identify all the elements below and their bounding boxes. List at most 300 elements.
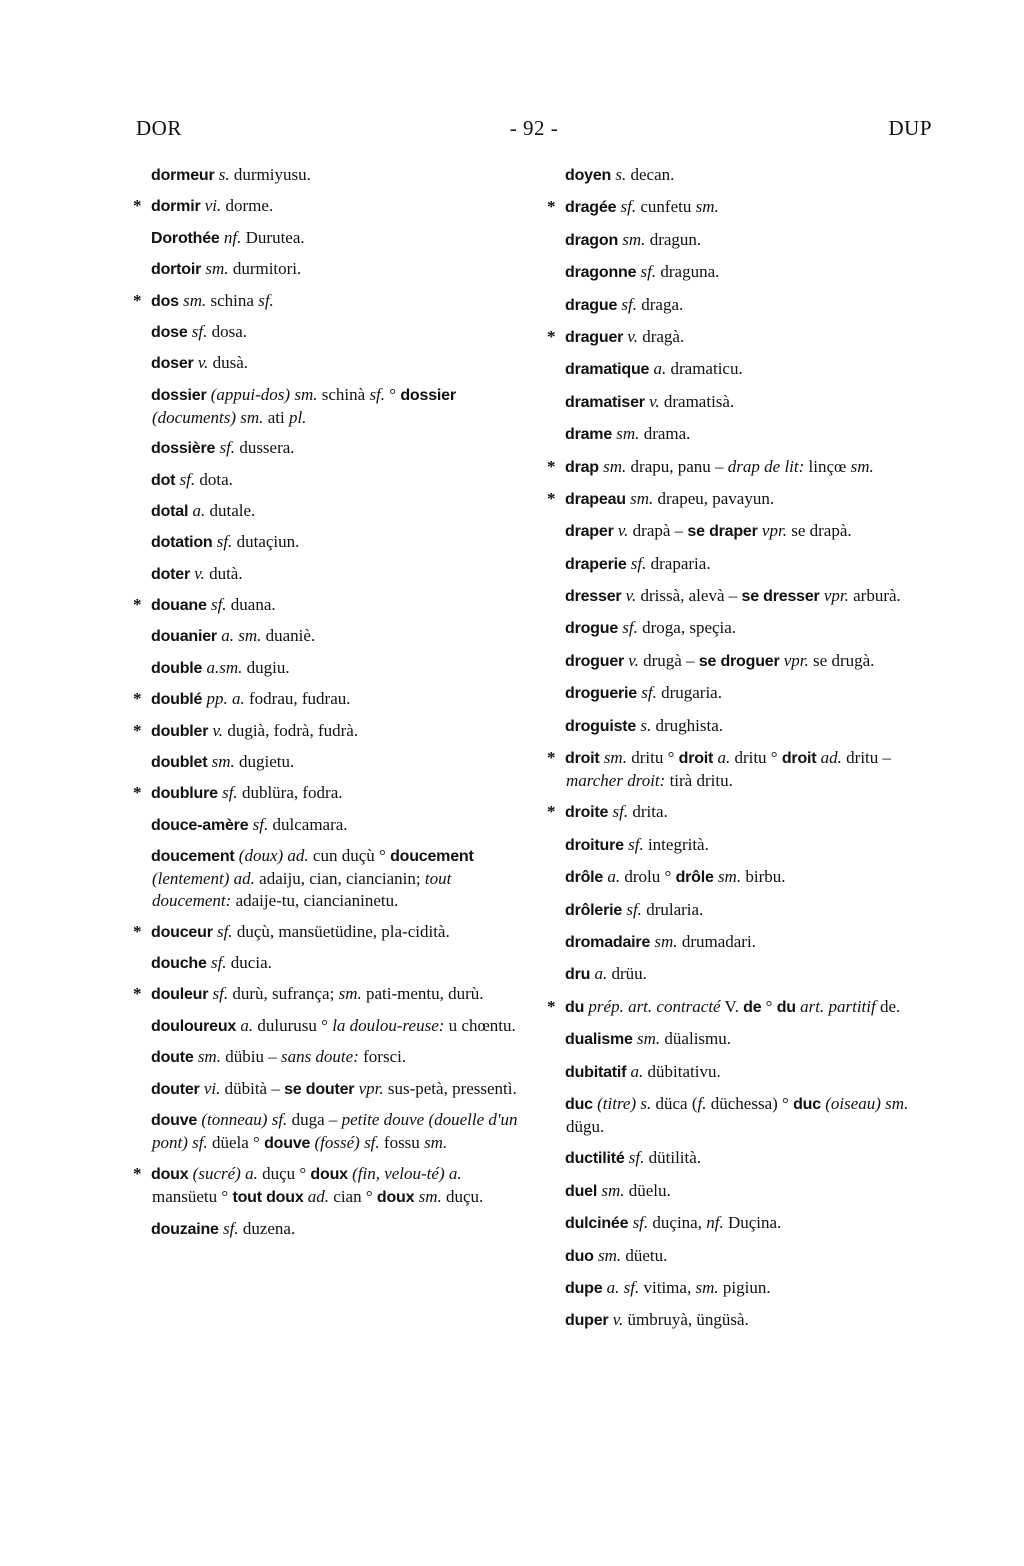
dictionary-entry [548,650,932,673]
grammar-label: vpr. [823,586,849,606]
translation-text: V. [720,996,744,1016]
dictionary-entry [548,899,932,922]
headword: dormir [151,198,201,216]
translation-text: Duçina. [723,1213,782,1233]
translation-text: Durutea. [241,227,305,247]
translation-text: dutaçiun. [232,532,300,552]
headword: drapeau [565,490,626,508]
headword: doter [151,565,191,583]
asterisk-marker: * [133,984,142,1004]
translation-text: ° [761,996,777,1016]
example-phrase: prép. art. contracté [588,996,721,1016]
grammar-label: sf. [210,952,227,972]
translation-text: drita. [628,802,668,822]
grammar-label: sm. [622,229,646,249]
translation-text: forsci. [358,1047,407,1067]
grammar-label: v. [617,521,629,541]
headword: droiture [565,836,624,854]
headword: douceur [151,923,213,941]
dictionary-entry [134,531,518,554]
grammar-label: a. [448,1164,462,1184]
example-phrase: (sucré) [192,1164,241,1184]
grammar-label: sm. [197,1047,221,1067]
translation-text: dulurusu ° [253,1015,333,1035]
grammar-label: vpr. [761,521,787,541]
dictionary-entry [548,866,932,889]
dictionary-entry [548,931,932,954]
translation-text: dritu ° [626,748,679,768]
translation-text: mansüetu ° [152,1187,233,1207]
headword: dot [151,471,176,489]
grammar-label: sm. [597,1245,622,1265]
grammar-label: ad. [233,869,255,889]
headword: tout doux [232,1189,304,1207]
headword: dose [151,323,188,341]
headword: douche [151,954,207,972]
headword: duper [565,1312,609,1330]
headword: doublure [151,785,218,803]
headword: draperie [565,555,627,573]
example-phrase: sans doute: [280,1047,359,1067]
dictionary-entry [548,1028,932,1051]
headword: doute [151,1049,194,1067]
translation-text: düelu. [624,1180,671,1200]
translation-text: düca ( [651,1093,698,1113]
example-phrase: (tonneau) [201,1109,268,1129]
translation-text: drapeu, pavayun. [653,488,775,508]
headword: ductilité [565,1150,625,1168]
headword: dossière [151,440,216,458]
grammar-label: a. [245,1164,258,1184]
translation-text: dugià, fodrà, fudrà. [223,720,359,740]
grammar-label: sm. [294,384,318,404]
asterisk-marker: * [133,595,142,615]
grammar-label: sf. [192,1132,208,1152]
headword: douve [264,1134,311,1152]
translation-text: dusà. [208,353,249,373]
translation-text: draparia. [646,553,711,573]
grammar-label: f. [697,1093,707,1113]
headword: douane [151,597,207,615]
grammar-label: ad. [307,1187,330,1207]
headword: drame [565,426,613,444]
headword: drôle [565,869,604,887]
translation-text: cunfetu [636,197,696,217]
dictionary-entry [548,1093,932,1138]
translation-text: droga, speçia. [637,618,737,638]
translation-text: dügu. [566,1116,605,1136]
translation-text: dritu ° [730,748,782,768]
translation-text: dugiu. [242,657,290,677]
asterisk-marker: * [133,689,142,709]
dictionary-entry [548,1147,932,1170]
asterisk-marker: * [133,290,142,310]
translation-text: duçù, mansüetüdine, pla-cidità. [232,921,450,941]
dictionary-entry [134,195,518,218]
grammar-label: sf. [630,553,647,573]
headword: douloureux [151,1017,237,1035]
translation-text: dübitativu. [643,1061,721,1081]
headword: drague [565,296,618,314]
translation-text: pigiun. [718,1277,771,1297]
translation-text: linçœ [804,456,851,476]
translation-text: dutale. [205,500,256,520]
dictionary-entry [134,751,518,774]
grammar-label: ad. [820,748,842,768]
translation-text: duga – [287,1109,342,1129]
grammar-label: sf. [191,321,208,341]
headword: doubler [151,722,209,740]
headword: droguiste [565,717,637,735]
grammar-label: sm. [637,1029,661,1049]
translation-text: ducia. [226,952,272,972]
dictionary-entry [548,294,932,317]
dictionary-entry [134,845,518,912]
dictionary-entry [548,747,932,792]
translation-text: schinà [317,384,370,404]
dictionary-entry [134,1078,518,1101]
dictionary-entry [134,1109,518,1155]
dictionary-entry [548,1212,932,1235]
dictionary-entry [548,715,932,738]
grammar-label: vi. [204,196,222,216]
grammar-label: s. [640,1093,652,1113]
dictionary-entry [548,164,932,187]
dictionary-entry [134,384,518,429]
grammar-label: sm. [424,1132,448,1152]
grammar-label: sm. [695,197,719,217]
dictionary-entry [548,682,932,705]
headword: dubitatif [565,1063,627,1081]
example-phrase: (fin, velou-té) [352,1164,445,1184]
dictionary-entry [548,963,932,986]
dictionary-entry [548,1180,932,1203]
translation-text: düchessa) ° [706,1093,794,1113]
translation-text: birbu. [741,867,786,887]
grammar-label: a. [240,1015,254,1035]
page-header [136,116,932,148]
headword: doublet [151,754,208,772]
dictionary-entry [134,983,518,1006]
headword: double [151,659,203,677]
headword: douanier [151,628,217,646]
translation-text: tirà dritu. [665,771,733,791]
grammar-label: sm. [695,1277,719,1297]
translation-text: duaniè. [261,626,316,646]
grammar-label: sm. [240,407,264,427]
headword: drogue [565,620,619,638]
translation-text: dragun. [645,229,702,249]
grammar-label: ad. [287,846,309,866]
headword: dossier [400,386,456,404]
dictionary-entry [548,488,932,511]
headword: doucement [390,848,474,866]
asterisk-marker: * [547,996,556,1016]
grammar-label: sf. [219,438,236,458]
grammar-label: sf. [364,1132,380,1152]
example-phrase: (appui-dos) [210,384,291,404]
page-number: - 92 - [509,116,559,140]
grammar-label: a. [192,500,206,520]
headword: se douter [284,1080,355,1098]
dictionary-entry [134,321,518,344]
translation-text: drama. [639,424,691,444]
translation-text: draguna. [656,262,720,282]
grammar-label: sf. [621,294,637,314]
translation-text: drissà, alevà – [636,586,742,606]
grammar-label: sf. [223,1218,239,1238]
dictionary-entry [548,834,932,857]
asterisk-marker: * [547,456,556,476]
translation-text: duçina, [648,1213,707,1233]
left-column [134,164,518,1249]
translation-text: düela ° [207,1132,265,1152]
translation-text: dussera. [235,438,295,458]
grammar-label: v. [628,650,639,670]
translation-text: adaije-tu, ciancianinetu. [231,891,399,911]
dictionary-entry [134,1218,518,1241]
grammar-label: sm. [850,456,874,476]
translation-text: dutà. [204,563,243,583]
translation-text: vitima, [639,1277,696,1297]
headword: dotal [151,502,189,520]
translation-text: drughista. [651,715,723,735]
translation-text: duana. [226,595,276,615]
grammar-label: vi. [203,1078,221,1098]
dictionary-entry [134,563,518,586]
grammar-label: pp. a. [206,689,245,709]
translation-text: dritu – [841,748,892,768]
translation-text: ümbruyà, üngüsà. [623,1310,749,1330]
asterisk-marker: * [547,802,556,822]
dictionary-entry [548,520,932,543]
translation-text: dulcamara. [268,814,348,834]
translation-text: cian ° [329,1187,377,1207]
translation-text: dramaticu. [666,359,743,379]
dictionary-entry [134,469,518,492]
translation-text: se drapà. [786,521,852,541]
translation-text: düetu. [621,1245,668,1265]
grammar-label: sf. [640,262,657,282]
grammar-label: nf. [706,1213,724,1233]
translation-text: drumadari. [677,931,756,951]
asterisk-marker: * [547,748,556,768]
example-phrase: tout doucement: [152,869,452,911]
headword: du [776,998,796,1016]
dictionary-entry [548,391,932,414]
example-phrase: drap de lit: [727,456,805,476]
example-phrase: la doulou-reuse: [332,1015,445,1035]
translation-text: dublüra, fodra. [237,783,343,803]
example-phrase: (doux) [238,846,284,866]
asterisk-marker: * [133,720,142,740]
grammar-label: sm. [205,259,229,279]
translation-text: düalismu. [660,1029,732,1049]
grammar-label: v. [212,720,224,740]
header-left-guide-word: DOR [136,116,182,140]
translation-text: durmiyusu. [229,165,311,184]
dictionary-entry [548,1309,932,1332]
dictionary-entry [548,801,932,824]
grammar-label: vpr. [358,1078,384,1098]
asterisk-marker: * [133,921,142,941]
asterisk-marker: * [133,1164,142,1184]
grammar-label: sm. [601,1180,625,1200]
translation-text: dübità – [220,1078,285,1098]
grammar-label: a. [607,867,621,887]
grammar-label: nf. [223,227,242,247]
example-phrase: (lentement) [152,869,230,889]
headword: dru [565,966,591,984]
headword: doser [151,355,194,373]
grammar-label: sm. [603,456,627,476]
translation-text: se drugà. [808,650,875,670]
headword: droguer [565,652,625,670]
translation-text: drolu ° [620,867,676,887]
headword: se dresser [741,588,820,606]
dictionary-entry [134,921,518,944]
translation-text: dugietu. [234,752,295,772]
headword: dualisme [565,1031,633,1049]
headword: dos [151,292,179,310]
headword: dossier [151,386,207,404]
translation-text: dramatisà. [659,391,735,411]
headword: dragon [565,231,619,249]
translation-text: u chœntu. [444,1015,516,1035]
translation-text: decan. [626,165,675,184]
dictionary-entry [134,164,518,187]
translation-text: schina [206,290,259,310]
headword: doux [151,1166,189,1184]
dictionary-entry [134,688,518,711]
dictionary-entry [134,352,518,375]
headword: doux [310,1166,348,1184]
headword: droit [781,750,817,768]
grammar-label: v. [649,391,660,411]
translation-text: dorme. [221,196,274,216]
headword: douce-amère [151,816,249,834]
grammar-label: sf. [632,1213,649,1233]
headword: du [565,998,585,1016]
asterisk-marker: * [133,196,142,216]
dictionary-entry [548,1277,932,1300]
dictionary-entry [548,261,932,284]
headword: de [743,998,762,1016]
grammar-label: s. [615,165,627,184]
headword: duc [565,1095,593,1113]
grammar-label: a. [594,964,608,984]
dictionary-entry [134,1015,518,1038]
headword: droguerie [565,685,637,703]
headword: Dorothée [151,229,220,247]
dictionary-entry [548,456,932,479]
example-phrase: petite douve (douelle d'un pont) [152,1109,518,1152]
dictionary-entry [134,437,518,460]
headword: se draper [687,523,758,541]
headword: duo [565,1247,594,1265]
headword: dotation [151,534,213,552]
dictionary-entry [548,585,932,608]
dictionary-entry [134,814,518,837]
translation-text: drapu, panu – [626,456,728,476]
headword: dromadaire [565,933,651,951]
grammar-label: sf. [179,469,196,489]
grammar-label: v. [625,586,637,606]
grammar-label: sf. [628,1148,645,1168]
grammar-label: sm. [211,752,235,772]
dictionary-entry [134,720,518,743]
dictionary-entry [134,500,518,523]
grammar-label: s. [640,715,652,735]
grammar-label: v. [612,1310,624,1330]
grammar-label: sf. [641,683,657,703]
headword: dragée [565,199,617,217]
grammar-label: pl. [288,407,307,427]
example-phrase: (titre) [597,1093,637,1113]
dictionary-entry [134,1046,518,1069]
grammar-label: sf. [252,814,269,834]
grammar-label: sf. [369,384,386,404]
asterisk-marker: * [133,783,142,803]
example-phrase: marcher droit: [566,771,666,791]
headword: dragonne [565,264,637,282]
translation-text: drapà – [628,521,688,541]
translation-text: pati-mentu, durù. [361,984,484,1004]
grammar-label: sf. [258,290,274,310]
grammar-label: a. [653,359,667,379]
grammar-label: s. [218,165,230,184]
headword: draguer [565,328,624,346]
headword: se droguer [698,652,780,670]
grammar-label: a. sf. [606,1277,640,1297]
dictionary-entry [134,657,518,680]
dictionary-entry [548,196,932,219]
headword: douzaine [151,1220,219,1238]
translation-text: de. [875,996,901,1016]
grammar-label: sm. [885,1093,909,1113]
headword: doyen [565,167,612,184]
dictionary-entry [134,290,518,313]
grammar-label: sf. [271,1109,288,1129]
grammar-label: sf. [620,197,637,217]
translation-text: drugaria. [656,683,722,703]
grammar-label: v. [197,353,209,373]
dictionary-entry [134,594,518,617]
grammar-label: sm. [654,931,678,951]
grammar-label: sf. [222,783,238,803]
headword: dramatique [565,361,650,379]
grammar-label: a.sm. [206,657,243,677]
example-phrase: art. partitif [800,996,876,1016]
dictionary-entry [134,1163,518,1209]
translation-text: fodrau, fudrau. [244,689,351,709]
asterisk-marker: * [547,326,556,346]
grammar-label: a. sm. [221,626,262,646]
grammar-label: sf. [216,532,233,552]
grammar-label: sf. [628,834,644,854]
grammar-label: a. [630,1061,644,1081]
translation-text: draga. [637,294,684,314]
translation-text: cun duçù ° [308,846,391,866]
translation-text: dübiu – [220,1047,281,1067]
headword: dramatiser [565,393,645,411]
translation-text: duçu. [441,1187,484,1207]
headword: duel [565,1182,598,1200]
translation-text: arburà. [848,586,901,606]
headword: drôle [675,869,714,887]
translation-text: durù, sufrança; [228,984,339,1004]
dictionary-entry [134,625,518,648]
